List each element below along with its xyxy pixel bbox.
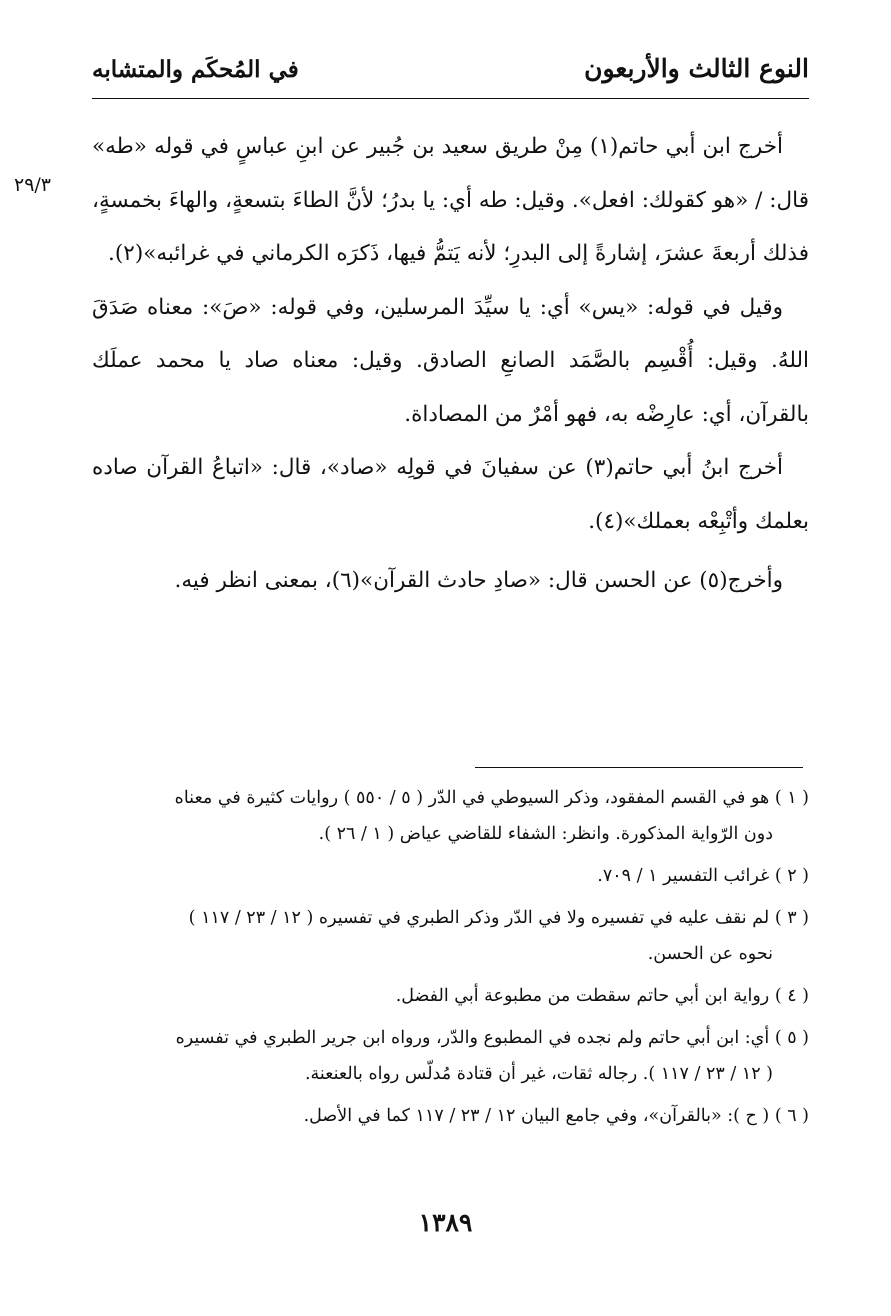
footnote-continuation: نحوه عن الحسن. (647, 944, 773, 964)
paragraph-4: وأخرج(٥) عن الحسن قال: «صادِ حادث القرآن»(٦)، بمعنى انظر فيه. (174, 568, 783, 593)
footnote-text: غرائب التفسير ١ / ٧٠٩. (597, 866, 770, 886)
footnote-number: ( ٦ ) (774, 1106, 809, 1126)
footnote-text: هو في القسم المفقود، وذكر السيوطي في الدّر ( ٥ / ٥٥٠ ) روايات كثيرة في معناه (174, 788, 770, 808)
margin-reference: ٢٩/٣ (14, 174, 52, 196)
footnote-number: ( ٤ ) (774, 986, 809, 1006)
footnote-number: ( ٢ ) (774, 866, 809, 886)
footnote-text: رواية ابن أبي حاتم سقطت من مطبوعة أبي الفضل. (395, 986, 770, 1006)
footnote-continuation: دون الرّواية المذكورة. وانظر: الشفاء للقاضي عياض ( ١ / ٢٦ ). (318, 824, 773, 844)
footnote-text: لم نقف عليه في تفسيره ولا في الدّر وذكر الطبري في تفسيره ( ١٢ / ٢٣ / ١١٧ ) (188, 908, 770, 928)
paragraph-3: أخرج ابنُ أبي حاتم(٣) عن سفيانَ في قولِه «صاد»، قال: «اتباعُ القرآن صاده بعلمك وأتْبِعْه بعملك»(٤). (92, 455, 809, 534)
footnote-5 (88, 1020, 809, 1092)
footnote-text: أي: ابن أبي حاتم ولم نجده في المطبوع والدّر، ورواه ابن جرير الطبري في تفسيره (175, 1028, 770, 1048)
footnote-continuation: ( ١٢ / ٢٣ / ١١٧ ). رجاله ثقات، غير أن قتادة مُدلّس رواه بالعنعنة. (304, 1064, 773, 1084)
main-text (92, 120, 809, 608)
footnote-separator (475, 767, 803, 768)
footnote-number: ( ٥ ) (774, 1028, 809, 1048)
paragraph-2: وقيل في قوله: «يس» أي: يا سيِّدَ المرسلين، وفي قوله: «صَ»: معناه صَدَقَ اللهُ. وقيل: أُقْسِم بالصَّمَد الصانعِ الصادق. وقيل: معناه صاد يا محمد عملَك بالقرآن، أي: عارِضْه به، فهو أمْرٌ من المصاداة. (92, 294, 809, 427)
running-header (92, 52, 809, 99)
paragraph-1: أخرج ابن أبي حاتم(١) مِنْ طريق سعيد بن جُبير عن ابنِ عباسٍ في قوله «طه» قال: / «هو كقولك: افعل». وقيل: طه أي: يا بدرُ؛ لأنَّ الطاءَ بتسعةٍ، والهاءَ بخمسةٍ، فذلك أربعةَ عشرَ، إشارةً إلى البدرِ؛ لأنه يَتمُّ فيها، ذَكرَه الكرماني في غرائبه»(٢). (92, 134, 809, 266)
footnote-6 (88, 1098, 809, 1134)
footnote-1 (88, 780, 809, 852)
section-title: في المُحكَم والمتشابه (92, 56, 299, 83)
footnote-number: ( ٣ ) (774, 908, 809, 928)
footnote-number: ( ١ ) (774, 788, 809, 808)
footnotes (88, 780, 809, 1140)
chapter-title: النوع الثالث والأربعون (584, 54, 809, 83)
footnote-2 (88, 858, 809, 894)
footnote-text: ( ح ): «بالقرآن»، وفي جامع البيان ١٢ / ٢٣ / ١١٧ كما في الأصل. (303, 1106, 770, 1126)
footnote-3 (88, 900, 809, 972)
page-number: ١٣٨٩ (418, 1208, 473, 1237)
footnote-4 (88, 978, 809, 1014)
